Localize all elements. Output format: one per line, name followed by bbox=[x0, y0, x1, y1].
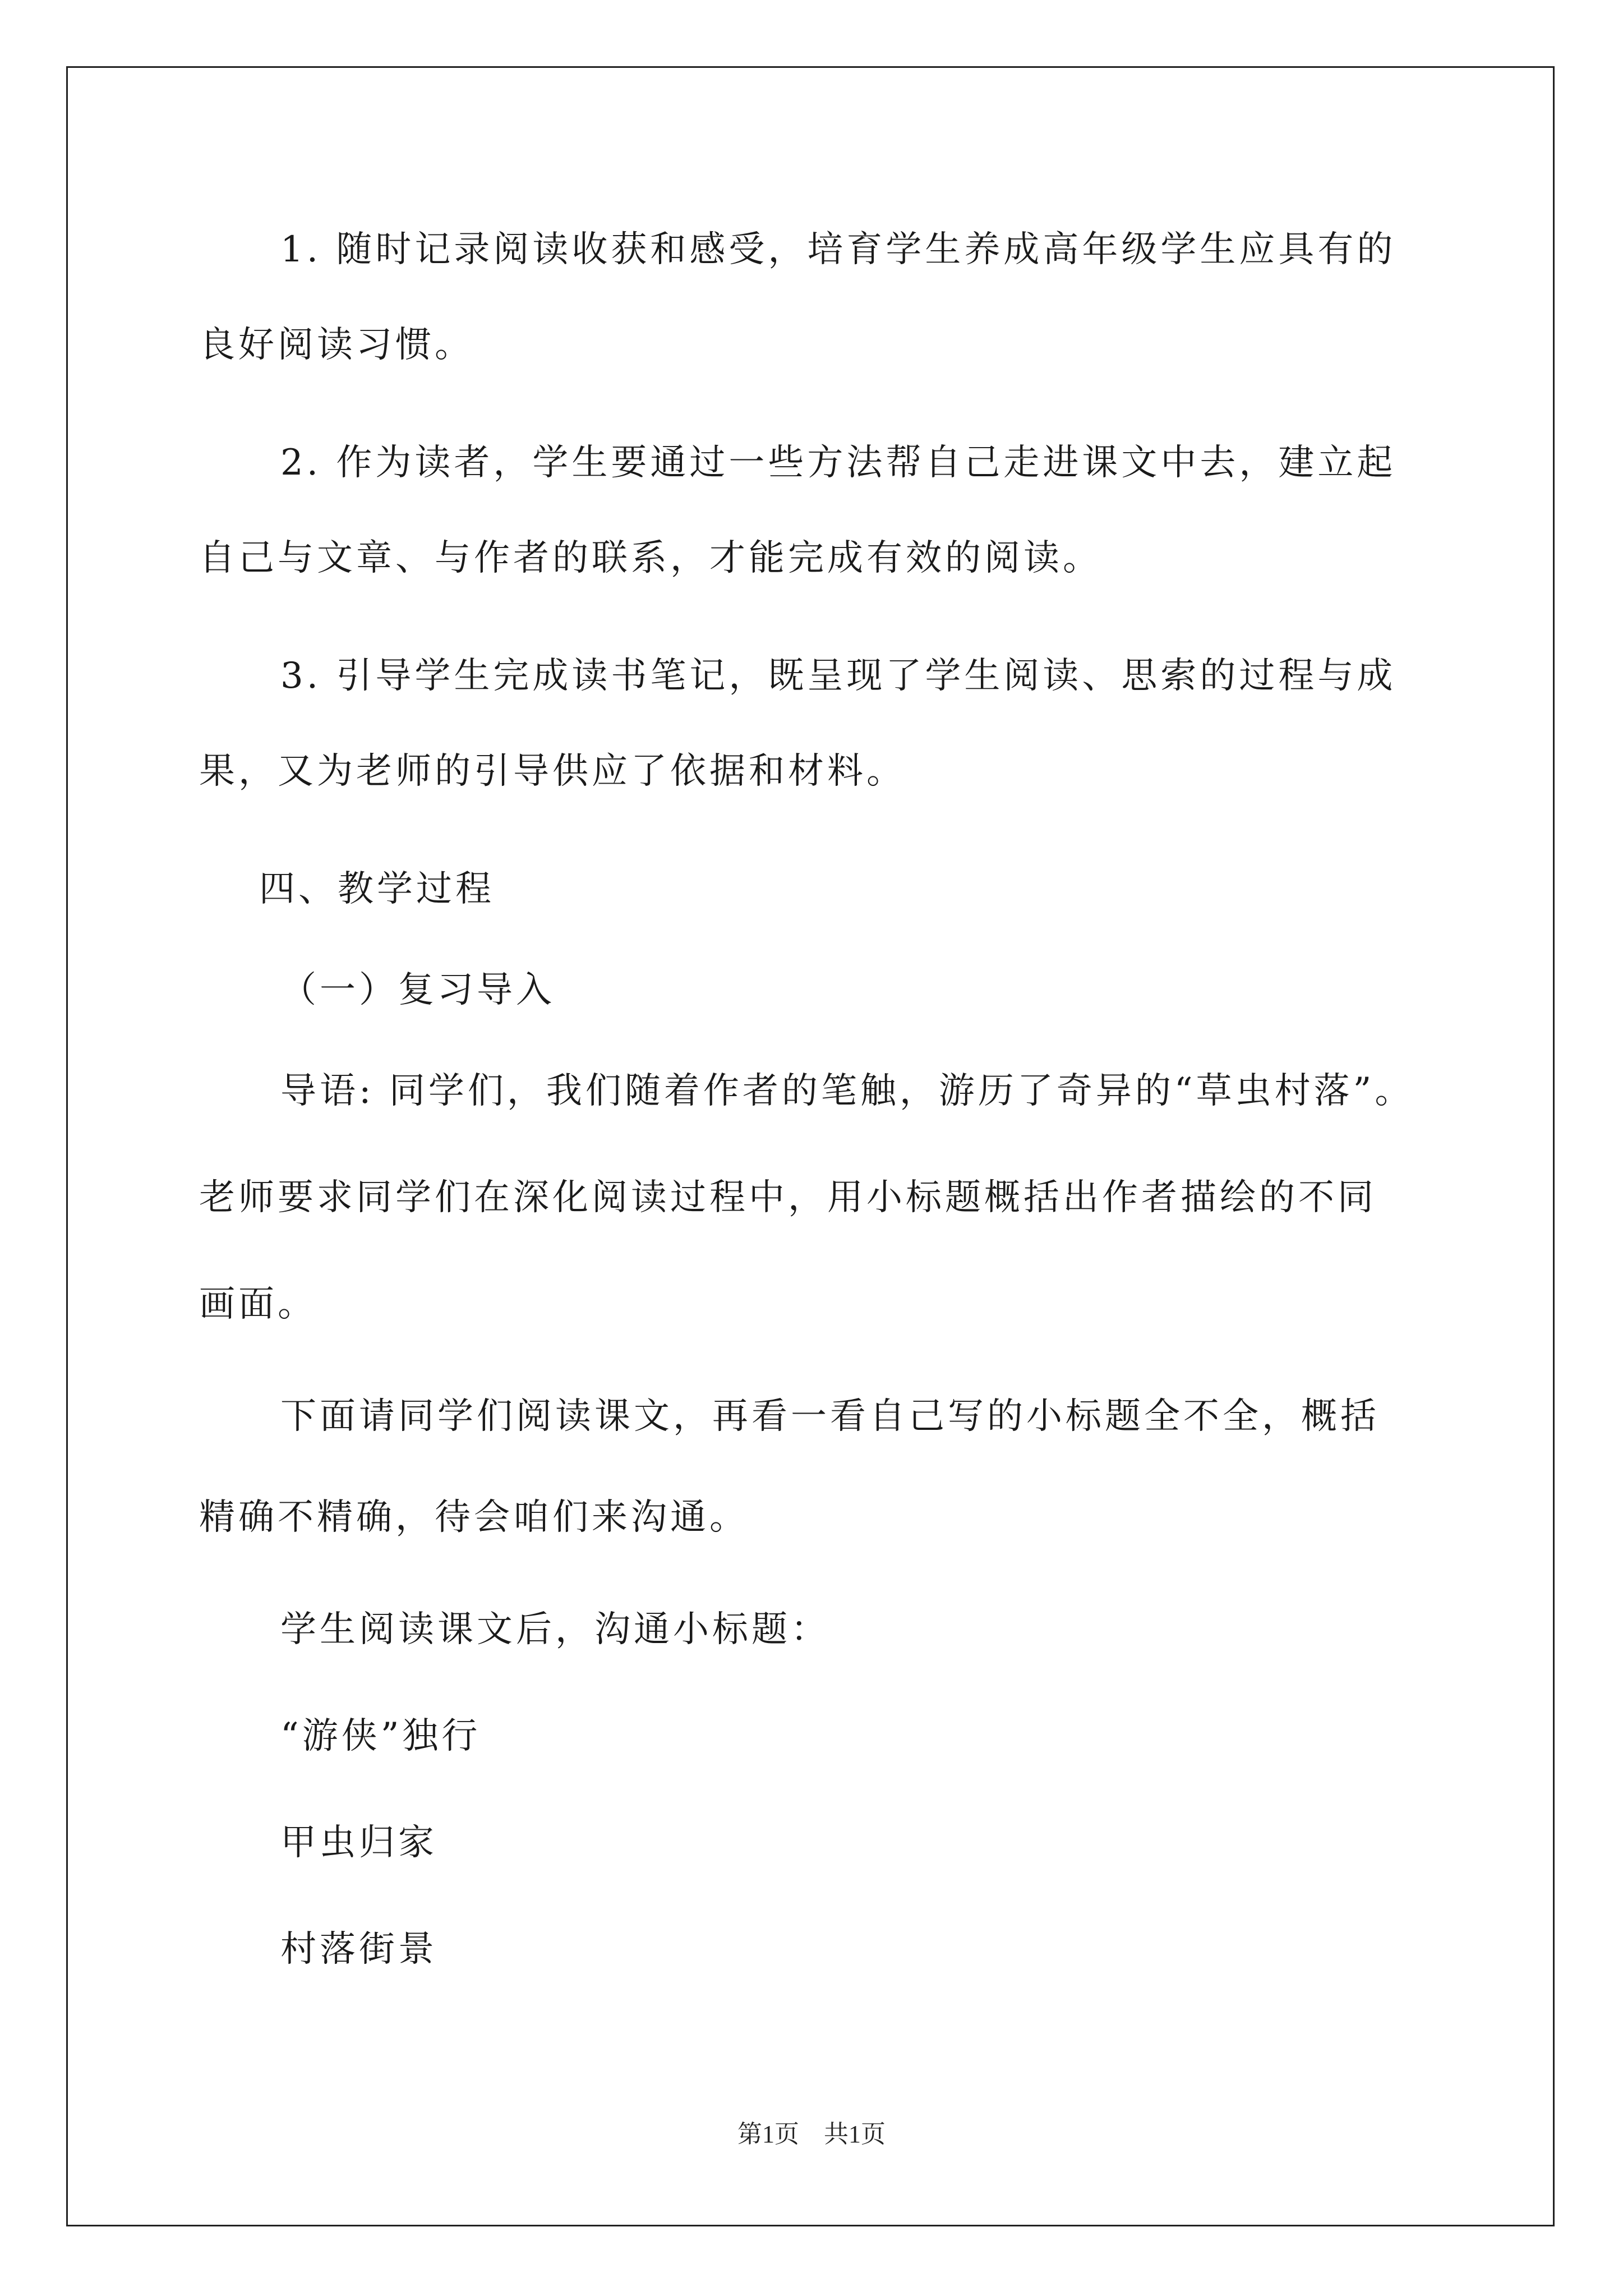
paragraph-continuation-line: 自己与文章、与作者的联系，才能完成有效的阅读。 bbox=[199, 537, 1102, 579]
paragraph-line: （一）复习导入 bbox=[280, 969, 555, 1011]
paragraph-line: 村落街景 bbox=[280, 1929, 437, 1970]
paragraph-continuation-line: 精确不精确，待会咱们来沟通。 bbox=[199, 1497, 749, 1538]
paragraph-line: 导语: 同学们，我们随着作者的笔触，游历了奇异的“草虫村落”。 bbox=[280, 1070, 1414, 1112]
paragraph-line: 甲虫归家 bbox=[280, 1822, 437, 1864]
paragraph-line: 2. 作为读者，学生要通过一些方法帮自己走进课文中去，建立起 bbox=[280, 442, 1396, 484]
paragraph-continuation-line: 良好阅读习惯。 bbox=[199, 324, 474, 366]
paragraph-continuation-line: 果，又为老师的引导供应了依据和材料。 bbox=[199, 751, 906, 792]
paragraph-continuation-line: 老师要求同学们在深化阅读过程中，用小标题概括出作者描绘的不同 bbox=[199, 1177, 1377, 1218]
paragraph-line: 下面请同学们阅读课文，再看一看自己写的小标题全不全，概括 bbox=[280, 1396, 1380, 1437]
paragraph-line: 1. 随时记录阅读收获和感受，培育学生养成高年级学生应具有的 bbox=[280, 229, 1396, 270]
paragraph-line: 学生阅读课文后，沟通小标题： bbox=[280, 1609, 830, 1650]
paragraph-continuation-line: 画面。 bbox=[199, 1283, 317, 1325]
page-footer: 第1页 共1页 bbox=[737, 2120, 886, 2148]
page-frame bbox=[66, 66, 1555, 2226]
paragraph-line: 3. 引导学生完成读书笔记，既呈现了学生阅读、思索的过程与成 bbox=[280, 655, 1396, 697]
paragraph-line: 四、教学过程 bbox=[259, 868, 495, 910]
paragraph-line: “游侠”独行 bbox=[280, 1715, 481, 1757]
